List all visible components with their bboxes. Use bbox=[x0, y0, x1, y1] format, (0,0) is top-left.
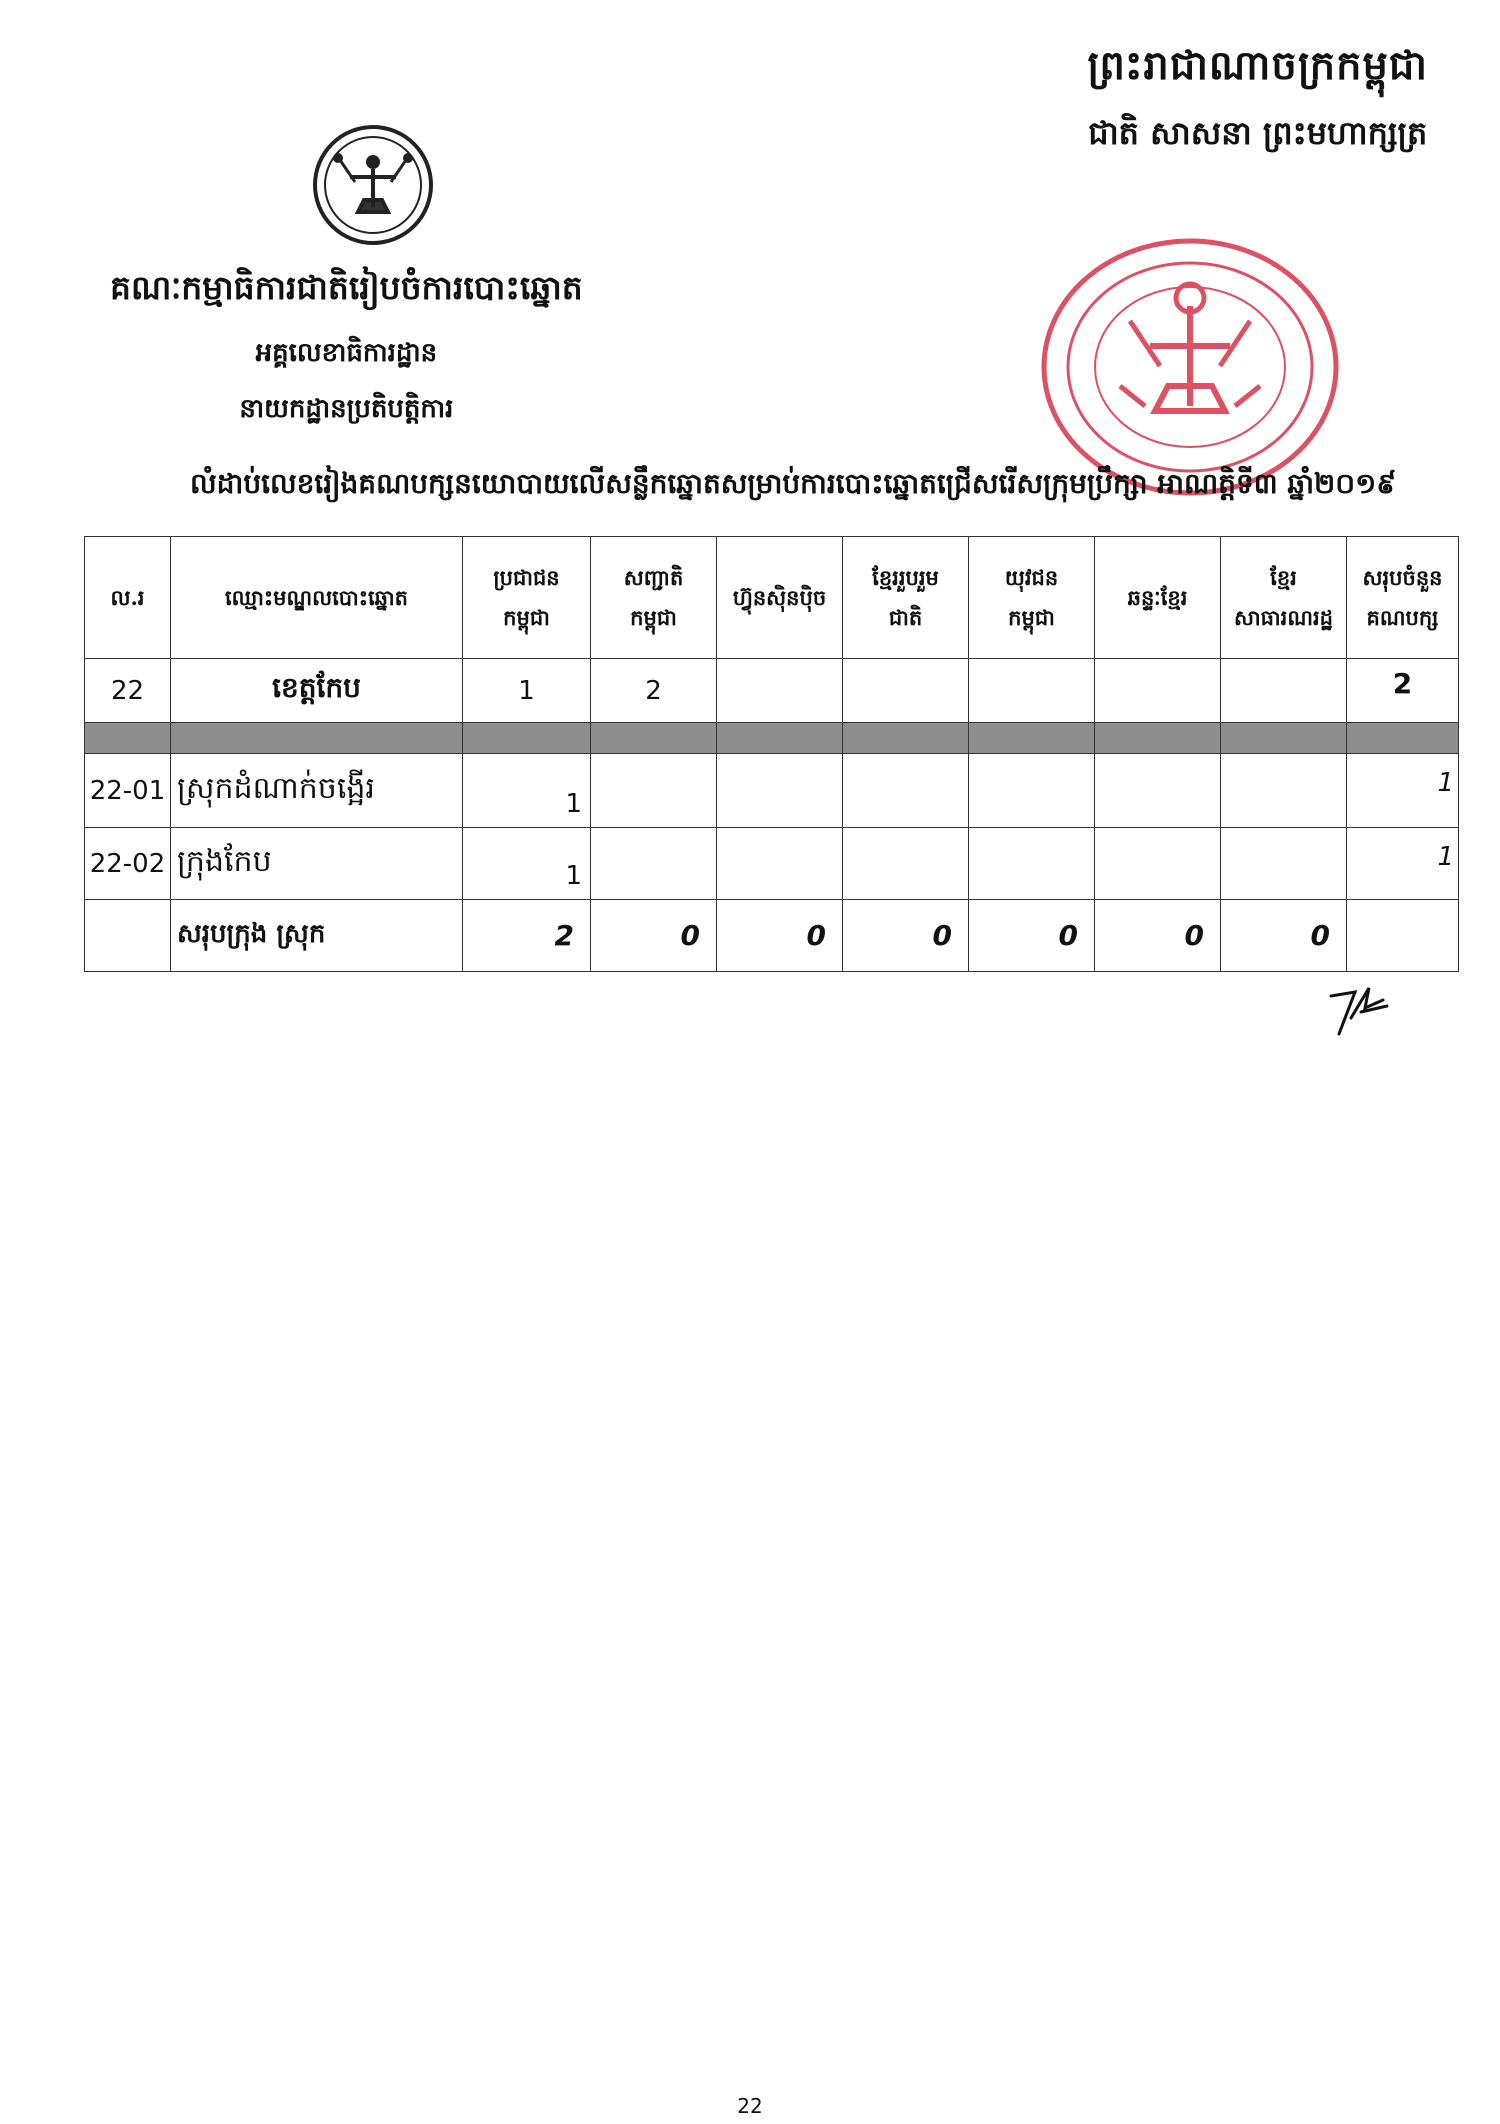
committee-name: គណៈកម្មាធិការជាតិរៀបចំការបោះឆ្នោត bbox=[110, 268, 583, 307]
province-code: 22 bbox=[85, 659, 171, 723]
table-row bbox=[85, 754, 1459, 828]
province-value-3 bbox=[717, 659, 843, 723]
secretariat-name: អគ្គលេខាធិការដ្ឋាន bbox=[255, 338, 438, 368]
district-value-1: 1 bbox=[463, 754, 591, 828]
district-name: ក្រុងកែប bbox=[171, 828, 463, 900]
header-party-1 bbox=[463, 537, 591, 659]
province-value-1: 1 bbox=[463, 659, 591, 723]
district-value-3 bbox=[717, 828, 843, 900]
party-order-table bbox=[84, 536, 1459, 972]
header-party-5 bbox=[969, 537, 1095, 659]
district-value-7 bbox=[1221, 828, 1347, 900]
district-code: 22-01 bbox=[85, 754, 171, 828]
nec-emblem-icon bbox=[310, 122, 436, 248]
district-value-2 bbox=[591, 828, 717, 900]
official-seal-stamp bbox=[1040, 236, 1340, 498]
district-total: 1 bbox=[1347, 754, 1459, 828]
header-party-7-line2: សាធារណរដ្ឋ bbox=[1234, 604, 1333, 630]
summary-label: សរុបក្រុង ស្រុក bbox=[171, 900, 463, 972]
district-total: 1 bbox=[1347, 828, 1459, 900]
summary-value-6: 0 bbox=[1095, 900, 1221, 972]
department-name: នាយកដ្ឋានប្រតិបត្តិការ bbox=[239, 394, 454, 424]
header-party-1-line1: ប្រជាជន bbox=[493, 564, 560, 590]
header-party-2 bbox=[591, 537, 717, 659]
summary-value-5: 0 bbox=[969, 900, 1095, 972]
header-row bbox=[85, 537, 1459, 659]
summary-value-7: 0 bbox=[1221, 900, 1347, 972]
header-total-line1: សរុបចំនួន bbox=[1362, 564, 1443, 590]
header-party-6: ឆន្ទៈខ្មែរ bbox=[1095, 537, 1221, 659]
district-value-5 bbox=[969, 754, 1095, 828]
header-party-7-line1: ខ្មែរ bbox=[1270, 564, 1297, 590]
summary-value-2: 0 bbox=[591, 900, 717, 972]
header-party-4 bbox=[843, 537, 969, 659]
province-value-5 bbox=[969, 659, 1095, 723]
header-party-1-line2: កម្ពុជា bbox=[503, 604, 550, 630]
summary-value-4: 0 bbox=[843, 900, 969, 972]
header-party-5-line2: កម្ពុជា bbox=[1008, 604, 1055, 630]
separator-row bbox=[85, 723, 1459, 754]
summary-value-1: 2 bbox=[463, 900, 591, 972]
header-code: ល.រ bbox=[85, 537, 171, 659]
district-name: ស្រុកដំណាក់ចង្អើរ bbox=[171, 754, 463, 828]
page-number: 22 bbox=[737, 2094, 763, 2118]
header-party-7 bbox=[1221, 537, 1347, 659]
table-row bbox=[85, 828, 1459, 900]
province-value-7 bbox=[1221, 659, 1347, 723]
document-title: លំដាប់លេខរៀងគណបក្សនយោបាយលើសន្លឹកឆ្នោតសម្រាប់ការបោះឆ្នោតជ្រើសរើសក្រុមប្រឹក្សា អាណត្តិទី៣ ឆ្នាំ២០១៩ bbox=[190, 467, 1397, 500]
district-value-4 bbox=[843, 828, 969, 900]
district-value-2 bbox=[591, 754, 717, 828]
province-value-2: 2 bbox=[591, 659, 717, 723]
handwritten-initials-signature bbox=[1325, 978, 1405, 1038]
header-total-line2: គណបក្ស bbox=[1366, 604, 1439, 630]
district-value-4 bbox=[843, 754, 969, 828]
district-value-1: 1 bbox=[463, 828, 591, 900]
header-party-3: ហ៊្វុនស៊ិនប៉ិច bbox=[717, 537, 843, 659]
summary-row bbox=[85, 900, 1459, 972]
province-row bbox=[85, 659, 1459, 723]
district-value-6 bbox=[1095, 754, 1221, 828]
summary-total bbox=[1347, 900, 1459, 972]
organization-block bbox=[110, 268, 583, 430]
district-code: 22-02 bbox=[85, 828, 171, 900]
province-total: 2 bbox=[1347, 659, 1459, 723]
summary-code bbox=[85, 900, 171, 972]
province-value-6 bbox=[1095, 659, 1221, 723]
national-motto: ជាតិ សាសនា ព្រះមហាក្សត្រ bbox=[1088, 114, 1428, 152]
district-value-7 bbox=[1221, 754, 1347, 828]
header-party-2-line1: សញ្ជាតិ bbox=[623, 564, 684, 590]
district-value-5 bbox=[969, 828, 1095, 900]
kingdom-title: ព្រះរាជាណាចក្រកម្ពុជា bbox=[1087, 42, 1428, 89]
province-name: ខេត្តកែប bbox=[171, 659, 463, 723]
header-total bbox=[1347, 537, 1459, 659]
kingdom-heading bbox=[1088, 40, 1428, 160]
header-party-2-line2: កម្ពុជា bbox=[630, 604, 677, 630]
header-party-5-line1: យុវជន bbox=[1004, 564, 1059, 590]
header-party-4-line1: ខ្មែររួបរួម bbox=[872, 564, 939, 590]
province-value-4 bbox=[843, 659, 969, 723]
district-value-3 bbox=[717, 754, 843, 828]
district-value-6 bbox=[1095, 828, 1221, 900]
header-name: ឈ្មោះមណ្ឌលបោះឆ្នោត bbox=[171, 537, 463, 659]
summary-value-3: 0 bbox=[717, 900, 843, 972]
header-party-4-line2: ជាតិ bbox=[888, 604, 923, 630]
